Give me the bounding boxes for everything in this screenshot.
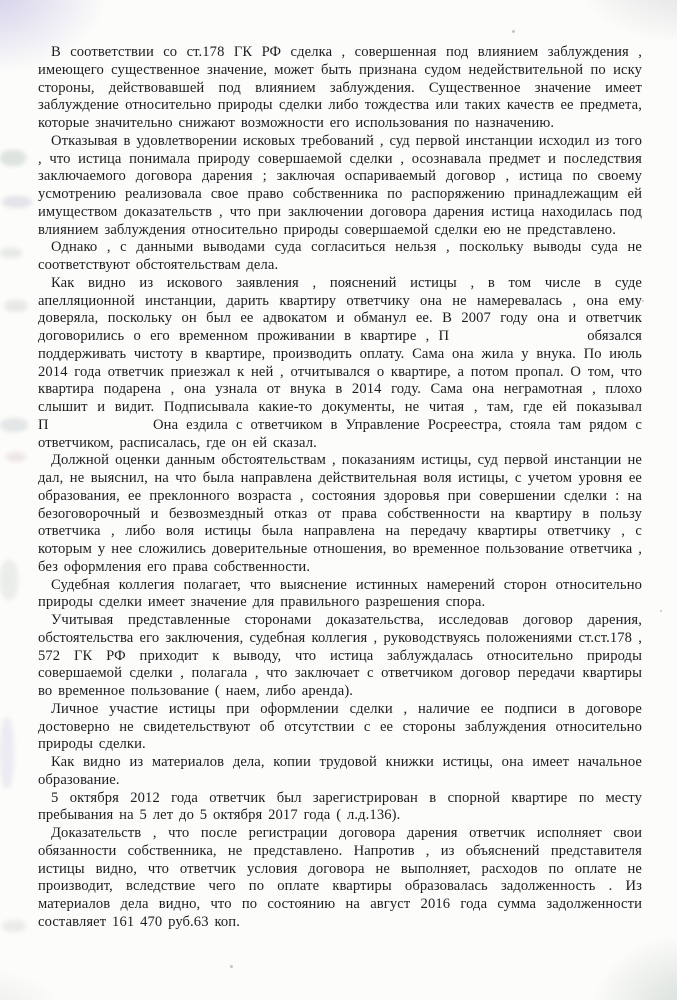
- paragraph-disagreement: Однако , с данными выводами суда согласиться нельзя , поскольку выводы суда не соответствуют обстоятельствам дела.: [38, 239, 642, 273]
- paragraph-statute-178: В соответствии со ст.178 ГК РФ сделка , совершенная под влиянием заблуждения , имеющего существенное значение, может быть признана судом недействительной по иску стороны, действовавшей под влиянием заблуждения. Существенное значение имеет заблуждение относительно природы сделки либо тождества или таких качеств ее предмета, которые значительно снижают возможности его использования по назначению.: [38, 44, 642, 131]
- paragraph-debt: Доказательств , что после регистрации договора дарения ответчик исполняет свои обязанности собственника, не представлено. Напротив , из объяснений представителя истицы видно, что ответчик условия договора не выполняет, расходов по оплате не производит, вследствие чего по оплате квартиры образовалась задолженность . Из материалов дела видно, что по состоянию на август 2016 года сумма задолженности составляет 161 470 руб.63 коп.: [38, 825, 642, 930]
- paragraph-panel-opinion: Судебная коллегия полагает, что выяснение истинных намерений сторон относительно природы сделки имеет значение для правильного разрешения спора.: [38, 576, 642, 611]
- scan-artifact-bleedthrough: [0, 150, 26, 166]
- paragraph-panel-conclusion: Учитывая представленные сторонами доказательства, исследовав договор дарения, обстоятельства его заключения, судебная коллегия , руководствуясь положениями ст.ст.178 , 572 ГК РФ приходит к выводу, что истица заблуждалась относительно природы совершаемой сделки , полагала , что заключает с ответчиком договор передачи квартиры во временное пользование ( наем, либо аренда).: [38, 612, 642, 699]
- paragraph-personal-participation: Личное участие истицы при оформлении сделки , наличие ее подписи в договоре достоверно не свидетельствуют об отсутствии с ее стороны заблуждения относительно природы сделки.: [38, 700, 642, 753]
- paragraph-first-instance-reasoning: Отказывая в удовлетворении исковых требований , суд первой инстанции исходил из того , что истица понимала природу совершаемой сделки , осознавала предмет и последствия заключаемого договора дарения ; заключая оспариваемый договор , истица по своему усмотрению реализовала свое право собственника по распоряжению принадлежащим ей имуществом доказательств , что при заключении договора дарения истица находилась под влиянием заблуждения относительно природы совершаемой сделки ею не представлено.: [38, 132, 642, 238]
- paragraph-registration: 5 октября 2012 года ответчик был зарегистрирован в спорной квартире по месту пребывания на 5 лет до 5 октября 2017 года ( л.д.136).: [38, 789, 642, 824]
- paragraph-assessment-failure: Должной оценки данным обстоятельствам , показаниям истицы, суд первой инстанции не дал, не выяснил, на что была направлена действительная воля истицы, с учетом уровня ее образования, ее преклонного возраста , состояния здоровья при совершении сделки : на безоговорочный и безвозмездный отказ от права собственности на квартиру в пользу ответчика , либо воля истицы была направлена на передачу квартиры ответчику , с которым у нее сложились доверительные отношения, во временное пользование ответчика , без оформления его права собственности.: [38, 452, 642, 575]
- scan-artifact-bleedthrough: [0, 248, 22, 258]
- scan-artifact-bleedthrough: [2, 196, 32, 208]
- scan-artifact-speck: [230, 965, 233, 968]
- scan-artifact-speck: [642, 300, 644, 302]
- scan-artifact-speck: [512, 30, 515, 33]
- scan-artifact-bleedthrough: [0, 418, 28, 432]
- document-text: [38, 44, 642, 932]
- scan-artifact-speck: [660, 610, 662, 612]
- scan-artifact-bleedthrough: [0, 560, 18, 600]
- scan-artifact-bleedthrough: [4, 300, 28, 312]
- scan-artifact-bleedthrough: [6, 452, 26, 462]
- scan-artifact-bleedthrough: [0, 718, 14, 788]
- scan-artifact-bleedthrough: [2, 920, 26, 932]
- paragraph-claimant-testimony: Как видно из искового заявления , пояснений истицы , в том числе в суде апелляционной инстанции, дарить квартиру ответчику она не намеревалась , она ему доверяла, поскольку он был ее адвокатом и обманул ее. В 2007 году она и ответчик договорились о его временном проживании в квартире , П обязался поддерживать чистоту в квартире, производить оплату. Сама она жила у внука. По июль 2014 года ответчик приезжал к ней , отчитывался о квартире, а потом пропал. О том, что квартира подарена , она узнала от внука в 2014 году. Сама она неграмотная , плохо слышит и видит. Подписывала какие-то документы, не читая , там, где ей показывал П Она ездила с ответчиком в Управление Росреестра, стояла там рядом с ответчиком, расписалась, где он ей сказал.: [38, 274, 642, 451]
- paragraph-education: Как видно из материалов дела, копии трудовой книжки истицы, она имеет начальное образование.: [38, 754, 642, 788]
